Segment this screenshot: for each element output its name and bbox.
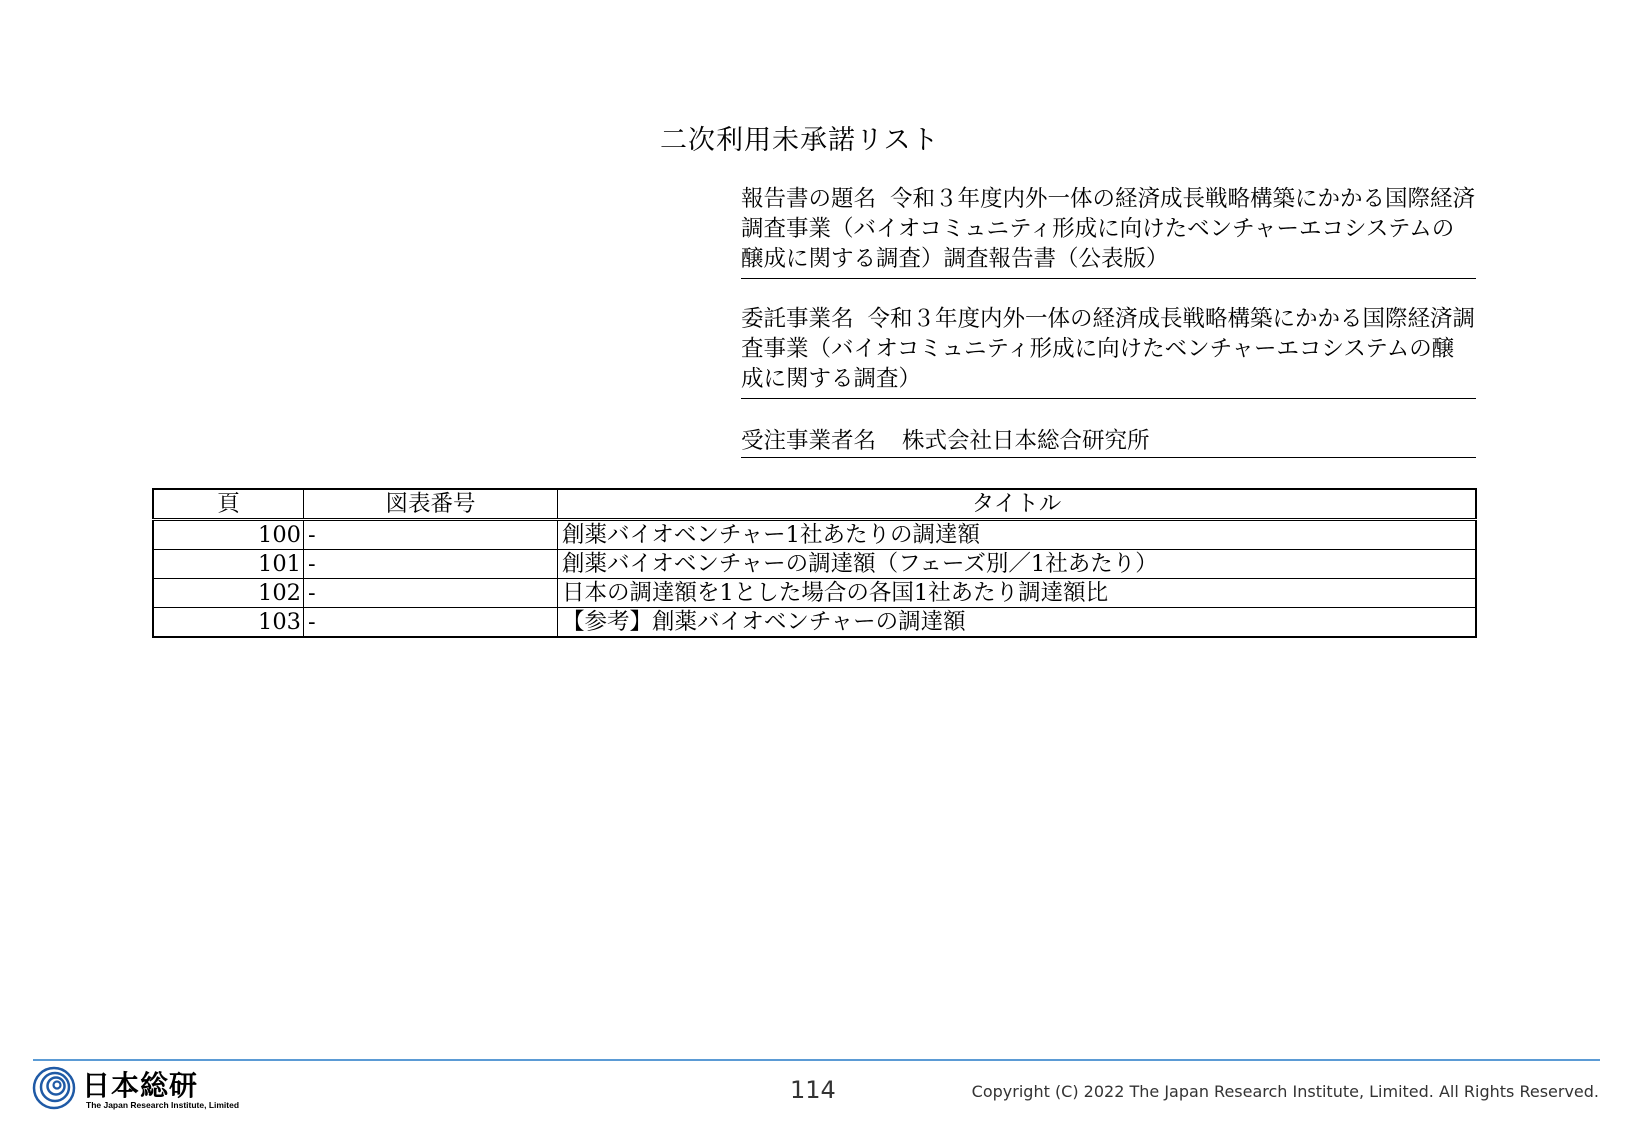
footer-divider bbox=[33, 1059, 1600, 1061]
table-row bbox=[153, 520, 1476, 550]
page-title: 二次利用未承諾リスト bbox=[660, 125, 940, 156]
page-number: 114 bbox=[790, 1076, 836, 1104]
report-title-label: 報告書の題名 bbox=[741, 186, 877, 212]
commission-text: 令和３年度内外一体の経済成長戦略構築にかかる国際経済調査事業（バイオコミュニティ形成に向けたベンチャーエコシステムの醸成に関する調査） bbox=[741, 306, 1476, 392]
header-page: 頁 bbox=[153, 489, 304, 520]
commission-block bbox=[741, 304, 1476, 399]
row-page: 100 bbox=[153, 520, 304, 550]
header-title: タイトル bbox=[558, 489, 1477, 520]
report-title-text: 令和３年度内外一体の経済成長戦略構築にかかる国際経済調査事業（バイオコミュニティ形成に向けたベンチャーエコシステムの醸成に関する調査）調査報告書（公表版） bbox=[741, 186, 1476, 272]
jri-swirl-icon bbox=[32, 1066, 76, 1110]
report-title-block bbox=[741, 184, 1476, 279]
table-header-row bbox=[153, 489, 1476, 520]
row-page: 102 bbox=[153, 579, 304, 608]
row-figure-number: - bbox=[304, 520, 558, 550]
table-row bbox=[153, 608, 1476, 638]
copyright-notice: Copyright (C) 2022 The Japan Research Institute, Limited. All Rights Reserved. bbox=[971, 1082, 1599, 1101]
row-title: 創薬バイオベンチャーの調達額（フェーズ別／1社あたり） bbox=[558, 550, 1477, 579]
logo-subtitle: The Japan Research Institute, Limited bbox=[86, 1100, 240, 1110]
unapproved-list-table bbox=[152, 488, 1477, 638]
table-row bbox=[153, 550, 1476, 579]
header-figure-number: 図表番号 bbox=[304, 489, 558, 520]
table-row bbox=[153, 579, 1476, 608]
logo-name: 日本総研 bbox=[82, 1069, 199, 1102]
row-page: 103 bbox=[153, 608, 304, 638]
contractor-label: 受注事業者名 bbox=[741, 428, 877, 454]
row-title: 創薬バイオベンチャー1社あたりの調達額 bbox=[558, 520, 1477, 550]
row-figure-number: - bbox=[304, 579, 558, 608]
row-page: 101 bbox=[153, 550, 304, 579]
jri-logo bbox=[32, 1064, 240, 1114]
row-figure-number: - bbox=[304, 608, 558, 638]
row-title: 【参考】創薬バイオベンチャーの調達額 bbox=[558, 608, 1477, 638]
commission-label: 委託事業名 bbox=[741, 306, 854, 332]
contractor-block bbox=[741, 426, 1476, 458]
contractor-text: 株式会社日本総合研究所 bbox=[902, 428, 1150, 454]
row-title: 日本の調達額を1とした場合の各国1社あたり調達額比 bbox=[558, 579, 1477, 608]
row-figure-number: - bbox=[304, 550, 558, 579]
